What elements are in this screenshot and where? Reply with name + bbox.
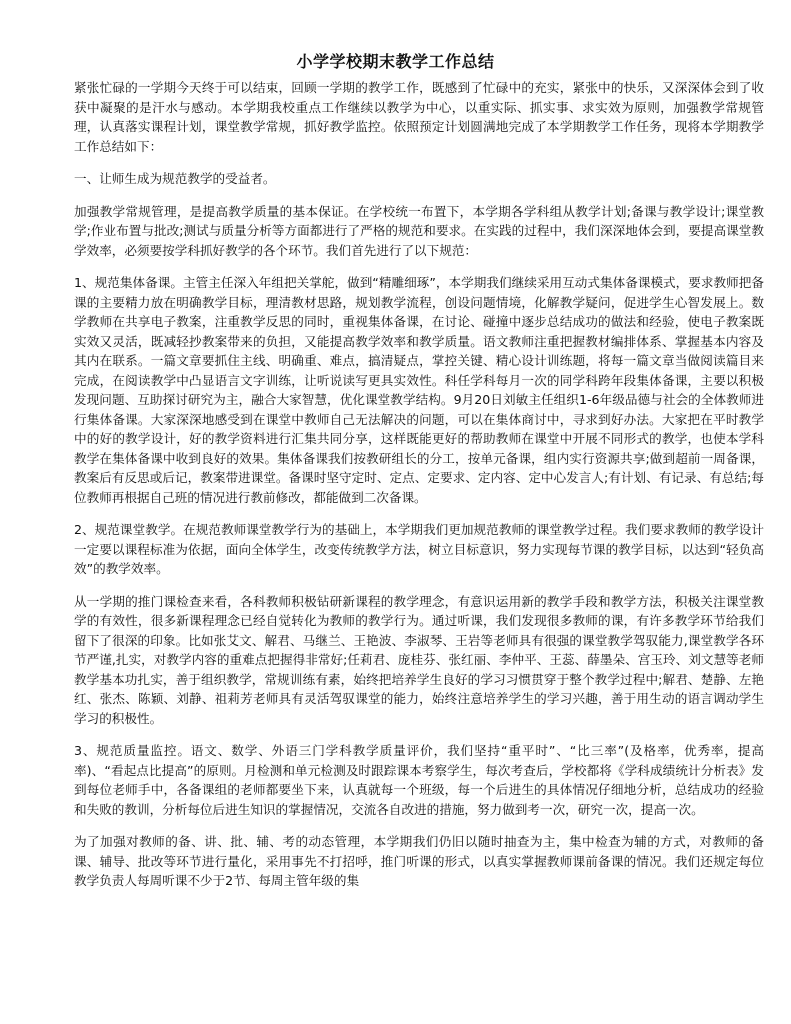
paragraph-dynamic-management: 为了加强对教师的备、讲、批、辅、考的动态管理，本学期我们仍旧以随时抽查为主，集中检查为辅的方式，对教师的备课、辅导、批改等环节进行量化，采用事先不打招呼，推门听课的形式，以真实掌握教师课前备课的情况。我们还规定每位教学负责人每周听课不少于2节、每周主管年级的集 <box>74 834 764 888</box>
document-body <box>74 78 764 904</box>
document-title: 小学学校期末教学工作总结 <box>296 52 495 71</box>
paragraph-routine-management: 加强教学常规管理，是提高教学质量的基本保证。在学校统一布置下，本学期各学科组从教学计划;备课与教学设计;课堂教学;作业布置与批改;测试与质量分析等方面都进行了严格的规范和要求。在实践的过程中，我们深深地体会到，要提高课堂教学效率，必须要按学科抓好教学的各个环节。我们首先进行了以下规范： <box>74 203 764 258</box>
section-heading-1: 一、让师生成为规范教学的受益者。 <box>74 171 276 186</box>
paragraph-lesson-observation: 从一学期的推门课检查来看，各科教师积极钻研新课程的教学理念，有意识运用新的教学手段和教学方法，积极关注课堂教学的有效性，很多新课程理念已经自觉转化为教师的教学行为。通过听课，我们发现很多教师的课，有许多教学环节给我们留下了很深的印象。比如张艾文、解君、马继兰、王艳波、李淑琴、王岩等老师具有很强的课堂教学驾驭能力,课堂教学各环节严谨,扎实，对教学内容的重难点把握得非常好;任莉君、庞桂芬、张红丽、李仲平、王蕊、薛墨朵、宫玉玲、刘文慧等老师教学基本功扎实，善于组织教学，常规训练有素，始终把培养学生良好的学习习惯贯穿于整个教学过程中;解君、楚静、左艳红、张杰、陈颖、刘静、祖莉芳老师具有灵活驾驭课堂的能力，始终注意培养学生的学习兴趣，善于用生动的语言调动学生学习的积极性。 <box>74 593 764 726</box>
paragraph-classroom-teaching: 2、规范课堂教学。在规范教师课堂教学行为的基础上，本学期我们更加规范教师的课堂教学过程。我们要求教师的教学设计一定要以课程标准为依据，面向全体学生，改变传统教学方法，树立目标意识，努力实现每节课的教学目标，以达到“轻负高效”的教学效率。 <box>74 522 764 576</box>
paragraph-intro: 紧张忙碌的一学期今天终于可以结束，回顾一学期的教学工作，既感到了忙碌中的充实，紧张中的快乐，又深深体会到了收获中凝聚的是汗水与感动。本学期我校重点工作继续以教学为中心，以重实际、抓实事、求实效为原则，加强教学常规管理，认真落实课程计划，课堂教学常规，抓好教学监控。依照预定计划圆满地完成了本学期教学工作任务，现将本学期教学工作总结如下： <box>74 80 764 154</box>
paragraph-quality-monitoring: 3、规范质量监控。语文、数学、外语三门学科教学质量评价，我们坚持“重平时”、“比三率”(及格率，优秀率，提高率)、“看起点比提高”的原则。月检测和单元检测及时跟踪课本考察学生，每次考查后，学校都将《学科成绩统计分析表》发到每位老师手中，各备课组的老师都要坐下来，认真就每一个班级，每一个后进生的具体情况仔细地分析，总结成功的经验和失败的教训，分析每位后进生知识的掌握情况，交流各自改进的措施，努力做到考一次，研究一次，提高一次。 <box>74 743 764 817</box>
paragraph-collective-lesson-prep: 1、规范集体备课。主管主任深入年组把关掌舵，做到“精雕细琢”，本学期我们继续采用互动式集体备课模式，要求教师把备课的主要精力放在明确教学目标，理清教材思路，规划教学流程，创设问题情境，化解教学疑问，促进学生心智发展上。数学教师在共享电子教案，注重教学反思的同时，重视集体备课，在讨论、碰撞中逐步总结成功的做法和经验，使电子教案既实效又灵活，既减轻抄教案带来的负担，又能提高教学效率和教学质量。语文教师注重把握教材编排体系、掌握基本内容及其内在联系。一篇文章要抓住主线、明确重、难点，搞清疑点，掌控关键、精心设计训练题，将每一篇文章当做阅读篇目来完成，在阅读教学中凸显语言文字训练，让听说读写更具实效性。科任学科每月一次的同学科跨年段集体备课，主要以积极发现问题、互助探讨研究为主，融合大家智慧，优化课堂教学结构。9月20日刘敏主任组织1-6年级品德与社会的全体教师进行集体备课。大家深深地感受到在课堂中教师自己无法解决的问题，可以在集体商讨中，寻求到好办法。大家把在平时教学中的好的教学设计，好的教学资料进行汇集共同分享，这样既能更好的帮助教师在课堂中开展不同形式的教学，也使本学科教学在集体备课中收到良好的效果。集体备课我们按教研组长的分工，按单元备课，组内实行资源共享;做到超前一周备课，教案后有反思或后记，教案带进课堂。备课时坚守定时、定点、定要求、定内容、定中心发言人;有计划、有记录、有总结;每位教师再根据自己班的情况进行教前修改，都能做到二次备课。 <box>74 275 764 505</box>
